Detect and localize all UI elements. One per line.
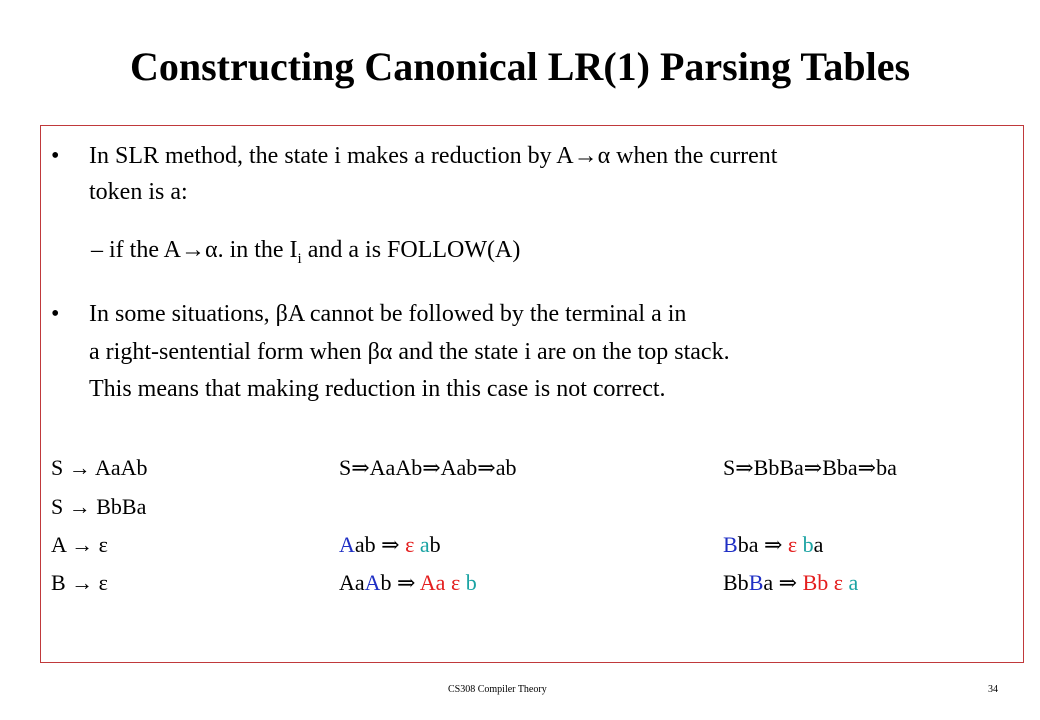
grammar-rule-1: S → AaAb: [51, 455, 148, 480]
deriv-part: Aa: [339, 570, 365, 595]
deriv-part: b: [465, 570, 477, 595]
grammar-rule-4: B → ε: [51, 570, 108, 595]
grammar-rule-3: A → ε: [51, 532, 108, 557]
bullet-dot: •: [51, 143, 60, 169]
deriv-part: ε: [828, 570, 849, 595]
grammar-row-1: [51, 451, 1011, 485]
grammar-row-3: [51, 528, 1011, 562]
deriv-part: A: [364, 570, 381, 595]
footer-course: CS308 Compiler Theory: [448, 684, 547, 695]
deriv-part: Bb: [802, 570, 829, 595]
deriv-part: b: [802, 532, 814, 557]
sub-bullet-prefix: – if the A→α. in the I: [91, 237, 298, 263]
deriv-part: a: [813, 532, 824, 557]
deriv-part: ba ⇒: [737, 532, 788, 557]
derivation-1: S⇒AaAb⇒Aab⇒ab: [339, 455, 517, 480]
grammar-row-4: [51, 566, 1011, 600]
deriv-part: a: [848, 570, 859, 595]
deriv-part: ε: [445, 570, 466, 595]
deriv-part: ab ⇒: [354, 532, 406, 557]
bullet-1-line-2: token is a:: [89, 179, 188, 205]
derivation-4b: [723, 566, 858, 600]
deriv-part: b ⇒: [380, 570, 420, 595]
bullet-2-line-1: In some situations, βA cannot be followed by the terminal a in: [89, 301, 687, 327]
bullet-2-line-2: a right-sentential form when βα and the state i are on the top stack.: [89, 339, 730, 365]
derivation-3a: [339, 528, 441, 562]
sub-bullet-subscript: i: [297, 250, 302, 267]
bullet-1-line-1: In SLR method, the state i makes a reduction by A→α when the current: [89, 143, 778, 169]
deriv-part: a ⇒: [763, 570, 803, 595]
deriv-part: ε: [787, 532, 798, 557]
deriv-part: Bb: [723, 570, 749, 595]
derivation-4a: [339, 566, 477, 600]
content-box: [40, 125, 1024, 663]
deriv-part: b: [429, 532, 441, 557]
deriv-part: B: [723, 532, 738, 557]
grammar-rule-2: S → BbBa: [51, 494, 147, 519]
sub-bullet-suffix: and a is FOLLOW(A): [301, 237, 521, 263]
deriv-part: a: [419, 532, 430, 557]
bullet-dot: •: [51, 301, 60, 327]
deriv-part: ε: [405, 532, 415, 557]
bullet-2-line-3: This means that making reduction in this case is not correct.: [89, 376, 666, 402]
deriv-part: B: [748, 570, 764, 595]
grammar-row-2: [51, 490, 1011, 524]
derivation-3b: [723, 528, 823, 562]
derivation-2: S⇒BbBa⇒Bba⇒ba: [723, 455, 897, 480]
footer-page-number: 34: [988, 684, 998, 695]
deriv-part: A: [339, 532, 355, 557]
sub-bullet-1: [91, 234, 520, 276]
deriv-part: Aa: [419, 570, 446, 595]
slide-title: Constructing Canonical LR(1) Parsing Tables: [129, 44, 911, 89]
